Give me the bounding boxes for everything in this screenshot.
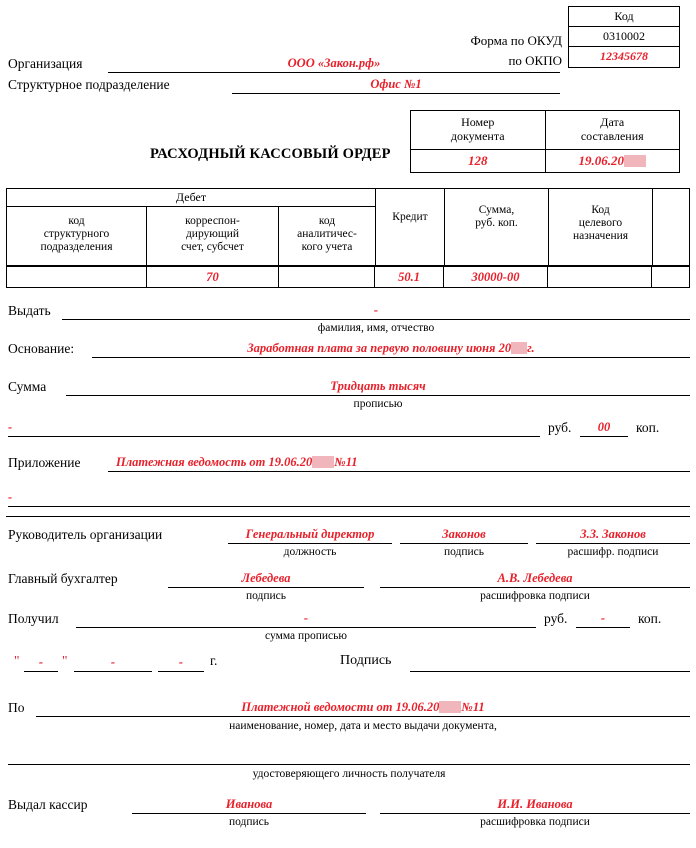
col-structural-code: код структурного подразделения — [7, 207, 147, 265]
doc-date-value: 19.06.20 — [546, 150, 680, 172]
page-title: РАСХОДНЫЙ КАССОВЫЙ ОРДЕР — [150, 146, 391, 162]
caption-name-3: расшифровка подписи — [480, 816, 590, 828]
value-structural-code — [7, 267, 147, 287]
col-purpose-code: Код целевого назначения — [549, 189, 653, 265]
rub-label: руб. — [548, 420, 572, 435]
by-caption-2: удостоверяющего личность получателя — [252, 768, 446, 780]
organization-value: ООО «Закон.рф» — [287, 56, 381, 70]
appendix-dash: - — [8, 490, 13, 504]
accounting-table — [6, 188, 690, 288]
value-credit: 50.1 — [375, 267, 444, 287]
accountant-sign: Лебедева — [241, 571, 291, 585]
head-position-line — [228, 527, 392, 544]
rub-value-line — [580, 420, 628, 437]
appendix-extra-line — [8, 490, 690, 507]
basis-label: Основание: — [8, 341, 75, 356]
caption-name-2: расшифровка подписи — [480, 590, 590, 602]
appendix-label: Приложение — [8, 455, 81, 470]
value-purpose-code — [548, 267, 652, 287]
head-name-line — [536, 527, 690, 544]
rub-value: 00 — [597, 420, 611, 434]
caption-sign-3: подпись — [228, 816, 270, 828]
received-value-line — [76, 611, 536, 628]
by-value-tail: №11 — [461, 700, 485, 714]
date-year-label: г. — [210, 653, 218, 668]
okpo-code-value: 12345678 — [600, 49, 648, 63]
caption-position: должность — [283, 546, 337, 558]
received-rub-value: - — [600, 611, 606, 625]
value-amount: 30000-00 — [444, 267, 548, 287]
issue-label: Выдать — [8, 303, 51, 318]
basis-value: Заработная плата за первую половину июня 20 — [247, 341, 512, 355]
value-extra — [652, 267, 688, 287]
document-number-date-table — [410, 110, 680, 173]
subdivision-value: Офис №1 — [370, 77, 422, 91]
received-value: - — [303, 611, 309, 625]
debit-group — [7, 189, 376, 265]
received-kop-label: коп. — [638, 611, 662, 626]
head-sign: Законов — [442, 527, 486, 541]
caption-sign: подпись — [443, 546, 485, 558]
cashier-name: И.И. Иванова — [497, 797, 573, 811]
amount-label: Сумма — [8, 379, 47, 394]
received-rub-value-line — [576, 611, 630, 628]
caption-sign-2: подпись — [245, 590, 287, 602]
by-label: По — [8, 700, 25, 715]
date-month-line — [74, 655, 152, 672]
amount-caption: прописью — [353, 398, 403, 410]
received-rub-label: руб. — [544, 611, 568, 626]
date-quote-open: " — [14, 653, 20, 668]
received-label: Получил — [8, 611, 59, 626]
code-box-header: Код — [569, 7, 679, 27]
date-day-value: - — [38, 655, 44, 669]
date-month-value: - — [110, 655, 116, 669]
amount-dash: - — [8, 420, 13, 434]
date-quote-close: " — [62, 653, 68, 668]
issue-caption: фамилия, имя, отчество — [317, 322, 435, 334]
okud-code-value: 0310002 — [569, 27, 679, 47]
received-caption: сумма прописью — [265, 630, 347, 642]
doc-number-value: 128 — [411, 150, 546, 172]
by-value: Платежной ведомости от 19.06.20 — [241, 700, 440, 714]
by-caption: наименование, номер, дата и место выдачи документа, — [229, 720, 497, 732]
col-analytic-code: код аналитичес- кого учета — [297, 215, 357, 253]
accountant-sign-line — [168, 571, 364, 588]
value-corresponding-account: 70 — [147, 267, 279, 287]
signature-label: Подпись — [340, 653, 392, 668]
amount-continuation-line — [8, 420, 540, 437]
cashier-name-line — [380, 797, 690, 814]
basis-value-tail: г. — [527, 341, 535, 355]
issue-value: - — [373, 303, 379, 317]
by-extra-line — [8, 748, 690, 765]
caption-name: расшифр. подписи — [567, 546, 659, 558]
date-year-value: - — [178, 655, 184, 669]
cashier-sign-line — [132, 797, 366, 814]
cashier-sign: Иванова — [225, 797, 273, 811]
head-name: З.З. Законов — [580, 527, 646, 541]
value-analytic-code — [279, 267, 375, 287]
subdivision-value-line — [232, 77, 560, 94]
date-day-line — [24, 655, 58, 672]
appendix-value-line — [108, 455, 690, 472]
issue-value-line — [62, 303, 690, 320]
date-year-line — [158, 655, 204, 672]
appendix-value-tail: №11 — [334, 455, 358, 469]
doc-date-header: Дата составления — [580, 115, 644, 143]
accountant-name-line — [380, 571, 690, 588]
okud-label: Форма по ОКУД — [470, 33, 562, 48]
accountant-label: Главный бухгалтер — [8, 571, 118, 586]
organization-value-line — [108, 56, 560, 73]
col-credit: Кредит — [376, 189, 445, 265]
amount-value: Тридцать тысяч — [330, 379, 426, 393]
doc-number-header: Номер документа — [411, 111, 546, 149]
okpo-label: по ОКПО — [508, 53, 562, 68]
debit-title: Дебет — [7, 189, 375, 207]
cashier-label: Выдал кассир — [8, 797, 88, 812]
basis-value-line — [92, 341, 690, 358]
kop-label: коп. — [636, 420, 660, 435]
col-extra — [653, 189, 689, 265]
head-label: Руководитель организации — [8, 527, 163, 542]
amount-value-line — [66, 379, 690, 396]
code-box — [568, 6, 680, 68]
col-amount: Сумма, руб. коп. — [445, 189, 549, 265]
signature-line — [410, 655, 690, 672]
appendix-value: Платежная ведомость от 19.06.20 — [116, 455, 313, 469]
subdivision-label: Структурное подразделение — [8, 77, 170, 92]
by-value-line — [36, 700, 690, 717]
head-position: Генеральный директор — [245, 527, 375, 541]
organization-label: Организация — [8, 56, 83, 71]
accountant-name: А.В. Лебедева — [497, 571, 573, 585]
col-corresponding-account: корреспон- дирующий счет, субсчет — [147, 207, 279, 265]
head-sign-line — [400, 527, 528, 544]
section-divider — [6, 516, 690, 517]
